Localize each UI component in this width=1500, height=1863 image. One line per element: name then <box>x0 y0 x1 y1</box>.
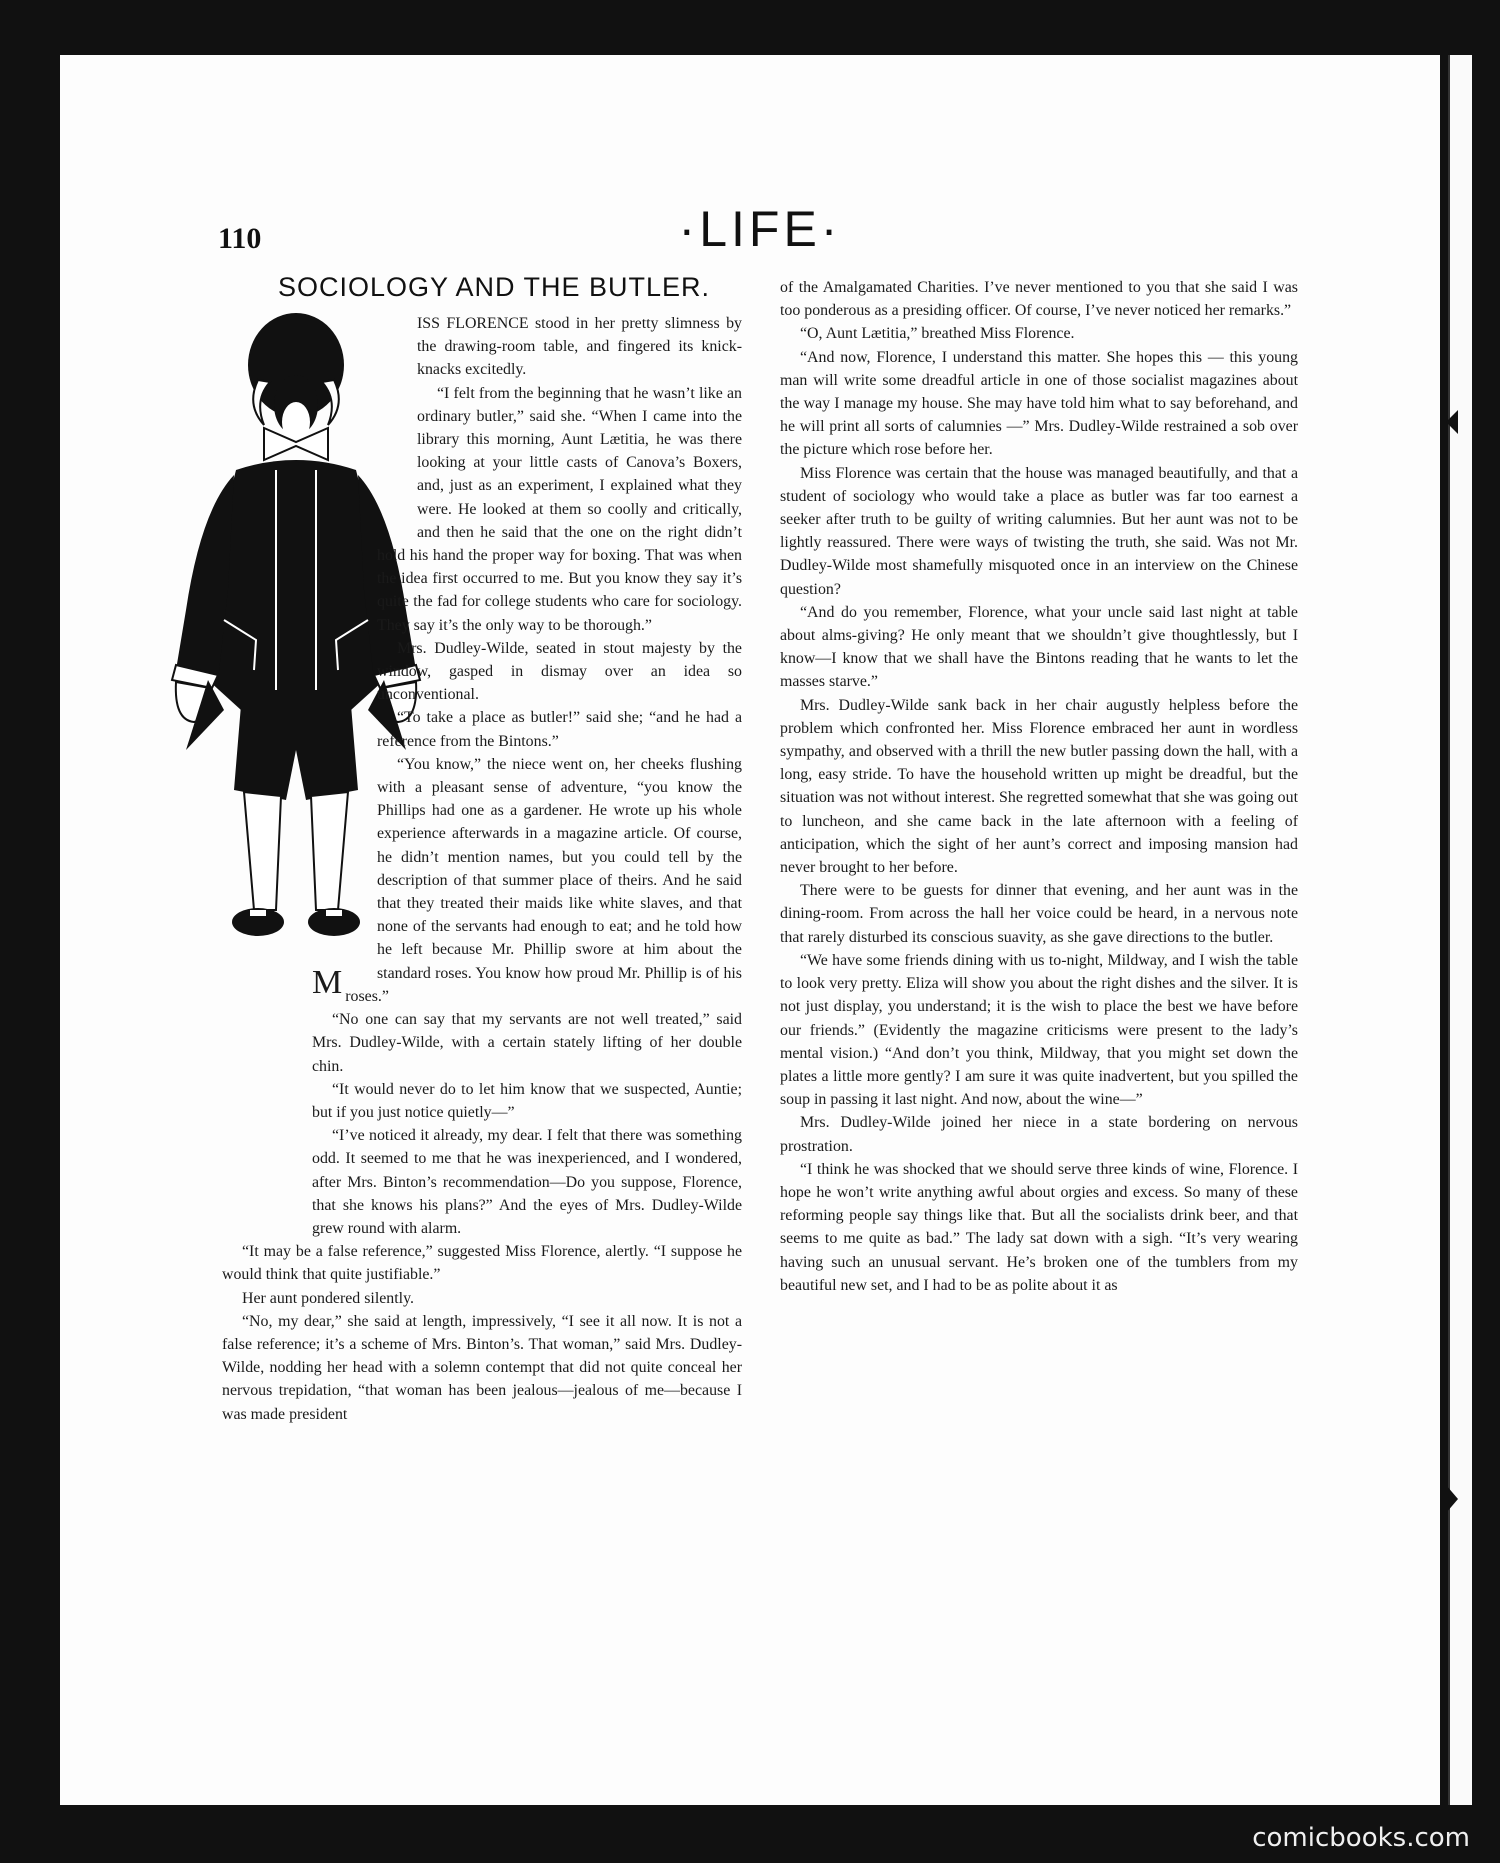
paragraph: Miss Florence was certain that the house was managed beautifully, and that a student of sociology who would take a place as butler was far too earnest a seeker after truth to be guilty of writing calumnies. But her aunt was not to be lightly reassured. There were ways of twisting the truth, she said. Was not Mr. Dudley-Wilde most shamefully misquoted once in an interview on the Chinese question? <box>780 464 1298 598</box>
page-number: 110 <box>218 222 262 255</box>
paragraph: “You know,” the niece went on, her cheeks flushing with a pleasant sense of adventure, “you know the Phillips had one as a gardener. He wrote up his whole experience afterwards in a magazine article. Of course, he didn’t mention names, but you could tell by the description of that summer place of theirs. And he said that they treated their maids like white slaves, and that none of the servants had enough to eat; and he told how he left because Mr. Phillip swore at him about the standard roses. You know how proud Mr. Phillip is of his roses.” <box>345 755 742 1005</box>
paragraph: of the Amalgamated Charities. I’ve never mentioned to you that she said I was too ponderous as a presiding officer. Of course, I’ve never noticed her remarks.” <box>780 279 1298 320</box>
paragraph: There were to be guests for dinner that evening, and her aunt was in the dining-room. From across the hall her voice could be heard, in a nervous note that rarely disturbed its conscious suavity, as she gave directions to the butler. <box>780 882 1298 946</box>
paragraph: “O, Aunt Lætitia,” breathed Miss Florence. <box>800 325 1075 343</box>
illustration-wrap-top <box>222 312 417 527</box>
illustration-wrap-mid <box>222 527 377 967</box>
watermark: comicbooks.com <box>1252 1823 1470 1853</box>
paragraph: ISS FLORENCE stood in her pretty slimness by the drawing-room table, and fingered its knick-knacks excitedly. <box>417 315 742 379</box>
article-column-right <box>780 276 1298 1297</box>
paragraph: “And now, Florence, I understand this matter. She hopes this — this young man will write some dreadful article in one of those socialist magazines about the way I manage my house. She may have told him what to say beforehand, and he will print all sorts of calumnies —” Mrs. Dudley-Wilde restrained a sob over the picture which rose before her. <box>780 348 1298 459</box>
drop-cap: M <box>312 964 343 1001</box>
paragraph: Mrs. Dudley-Wilde sank back in her chair augustly helpless before the problem which confronted her. Miss Florence embraced her aunt in wordless sympathy, and observed with a thrill the new butler passing down the hall, with a long, easy stride. To have the household written up might be dreadful, but the situation was not without interest. She regretted somewhat that she was going out to luncheon, and she came back in the late afternoon with a feeling of anticipation, which the sight of her aunt’s correct and imposing mansion had never brought to her before. <box>780 696 1298 877</box>
paragraph: “It would never do to let him know that we suspected, Auntie; but if you just notice quietly—” <box>312 1080 742 1121</box>
paragraph: “To take a place as butler!” said she; “and he had a reference from the Bintons.” <box>377 709 742 750</box>
edge-marker-icon <box>1446 410 1460 434</box>
edge-marker-icon <box>1446 1485 1460 1513</box>
paragraph: Mrs. Dudley-Wilde joined her niece in a state bordering on nervous prostration. <box>780 1114 1298 1155</box>
paragraph: “I’ve noticed it already, my dear. I felt that there was something odd. It seemed to me that he was inexperienced, and I wondered, after Mrs. Binton’s recommendation—Do you suppose, Florence, that she knows his plans?” And the eyes of Mrs. Dudley-Wilde grew round with alarm. <box>312 1127 742 1237</box>
article-headline: SOCIOLOGY AND THE BUTLER. <box>277 272 711 302</box>
illustration-wrap-low <box>222 967 312 1237</box>
masthead-title: ·LIFE· <box>678 201 842 257</box>
paragraph: “No, my dear,” she said at length, impressively, “I see it all now. It is not a false reference; it’s a scheme of Mrs. Binton’s. That woman,” said Mrs. Dudley-Wilde, nodding her head with a solemn contempt that did not quite conceal her nervous trepidation, “that woman has been jealous—jealous of me—because I was made president <box>222 1312 742 1423</box>
paragraph: “It may be a false reference,” suggested Miss Florence, alertly. “I suppose he would think that quite justifiable.” <box>222 1243 742 1284</box>
paragraph: “I think he was shocked that we should serve three kinds of wine, Florence. I hope he won’t write anything awful about orgies and excess. So many of these reforming people say things like that. But all the socialists drink beer, and that seems to me quite as bad.” The lady sat down with a sigh. “It’s very wearing having such an unusual servant. He’s broken one of the tumblers from my beautiful new set, and I had to be as polite about it as <box>780 1160 1298 1294</box>
paragraph: Mrs. Dudley-Wilde, seated in stout majesty by the window, gasped in dismay over an idea so unconventional. <box>377 639 742 704</box>
page-fold <box>1448 55 1472 1805</box>
article-column-left <box>222 272 742 1426</box>
paragraph: “I felt from the beginning that he wasn’t like an ordinary butler,” said she. “When I came into the library this morning, Aunt Lætitia, he was there looking at your little casts of Canova’s Boxers, and, just as an experiment, I explained what they were. He looked at them so coolly and critically, and then he said that the one on the right didn’t hold his hand the proper way for boxing. That was when the idea first occurred to me. But you know they say it’s quite the fad for college students who care for sociology. They say it’s the only way to be thorough.” <box>377 384 742 634</box>
paragraph: “And do you remember, Florence, what your uncle said last night at table about alms-giving? He only meant that we shouldn’t give thoughtlessly, but I know—I know that we shall have the Bintons reading that he wants to let the masses starve.” <box>780 603 1298 691</box>
paragraph: “No one can say that my servants are not well treated,” said Mrs. Dudley-Wilde, with a certain stately lifting of her double chin. <box>312 1011 742 1075</box>
paragraph: “We have some friends dining with us to-night, Mildway, and I wish the table to look very pretty. Eliza will show you about the right dishes and the silver. It is not just display, you understand; it is the wish to place the best we have before our friends.” (Evidently the magazine criticisms were present to the lady’s mental vision.) “And don’t you think, Mildway, that you might set down the plates a little more gently? I am sure it was quite inadvertent, but you spilled the soup in passing it last night. And now, about the wine—” <box>780 951 1298 1109</box>
paragraph: Her aunt pondered silently. <box>242 1289 414 1307</box>
